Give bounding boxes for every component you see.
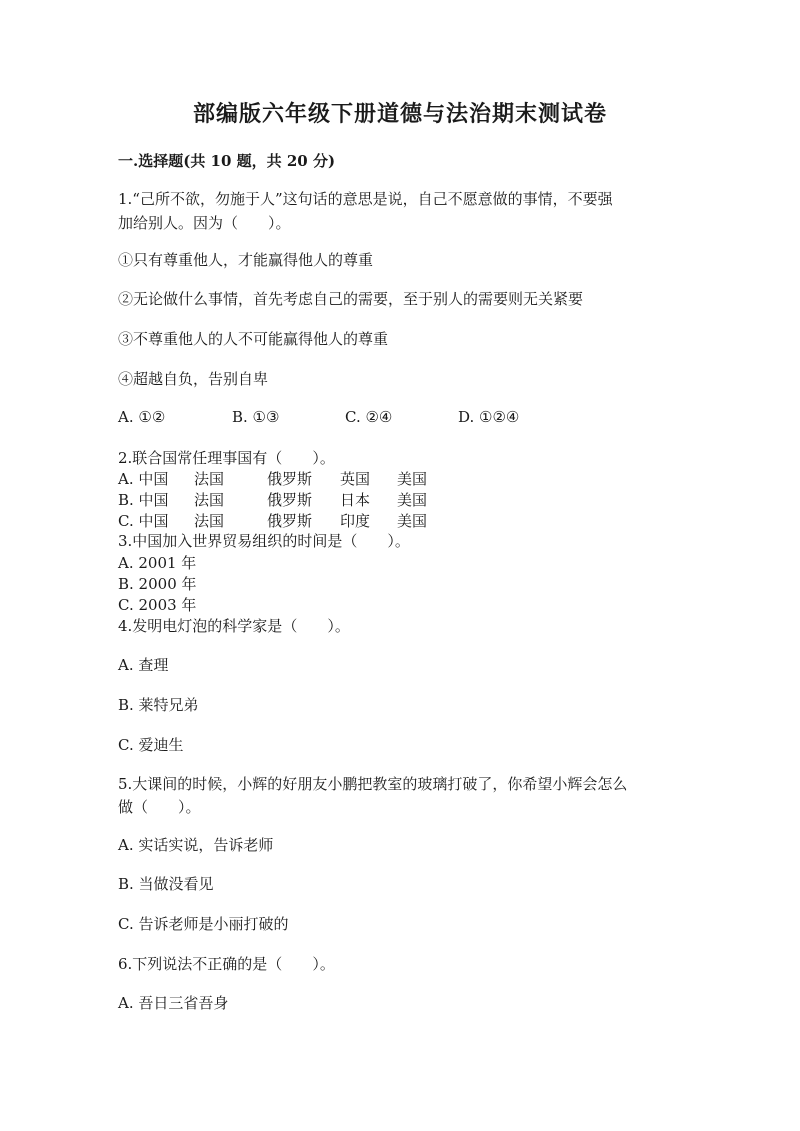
q2-cell: 俄罗斯 [267, 512, 313, 530]
q1-stem-line1: 1.“己所不欲，勿施于人”这句话的意思是说，自己不愿意做的事情，不要强 [118, 190, 613, 208]
q2-cell: 英国 [340, 470, 371, 488]
q3-option-b[interactable]: B. 2000 年 [118, 575, 197, 593]
q5-option-a[interactable]: A. 实话实说，告诉老师 [118, 836, 274, 854]
q3-option-c[interactable]: C. 2003 年 [118, 596, 197, 614]
q5-stem-line1: 5.大课间的时候，小辉的好朋友小鹏把教室的玻璃打破了，你希望小辉会怎么 [118, 775, 628, 793]
q1-stem-line2: 加给别人。因为（ ）。 [118, 214, 291, 232]
q2-cell: C. 中国 [118, 512, 169, 530]
q2-cell: 法国 [194, 512, 225, 530]
q5-stem-line2: 做（ ）。 [118, 798, 201, 816]
q6-option-a[interactable]: A. 吾日三省吾身 [118, 994, 229, 1012]
q1-option-b[interactable]: B. ①③ [232, 408, 280, 426]
section-heading: 一.选择题(共 10 题，共 20 分) [118, 152, 336, 170]
q6-stem: 6.下列说法不正确的是（ ）。 [118, 955, 335, 973]
q2-cell: 日本 [340, 491, 371, 509]
q2-cell: 印度 [340, 512, 371, 530]
q2-cell: 美国 [397, 470, 428, 488]
q4-option-b[interactable]: B. 莱特兄弟 [118, 696, 199, 714]
q2-cell: 法国 [194, 470, 225, 488]
q4-stem: 4.发明电灯泡的科学家是（ ）。 [118, 617, 350, 635]
q2-stem: 2.联合国常任理事国有（ ）。 [118, 449, 335, 467]
q4-option-a[interactable]: A. 查理 [118, 656, 169, 674]
q1-item: ②无论做什么事情，首先考虑自己的需要，至于别人的需要则无关紧要 [118, 290, 584, 308]
q2-cell: A. 中国 [118, 470, 169, 488]
q1-option-a[interactable]: A. ①② [118, 408, 166, 426]
q4-option-c[interactable]: C. 爱迪生 [118, 736, 184, 754]
q2-cell: 美国 [397, 512, 428, 530]
q1-item: ④超越自负，告别自卑 [118, 370, 269, 388]
q3-stem: 3.中国加入世界贸易组织的时间是（ ）。 [118, 532, 410, 550]
q1-item: ③不尊重他人的人不可能赢得他人的尊重 [118, 330, 389, 348]
q2-cell: 法国 [194, 491, 225, 509]
q2-cell: 俄罗斯 [267, 470, 313, 488]
q1-item: ①只有尊重他人，才能赢得他人的尊重 [118, 251, 374, 269]
q2-cell: B. 中国 [118, 491, 169, 509]
q5-option-b[interactable]: B. 当做没看见 [118, 875, 214, 893]
q3-option-a[interactable]: A. 2001 年 [118, 554, 197, 572]
q2-cell: 俄罗斯 [267, 491, 313, 509]
q2-cell: 美国 [397, 491, 428, 509]
page-title: 部编版六年级下册道德与法治期末测试卷 [192, 101, 607, 127]
q1-option-c[interactable]: C. ②④ [345, 408, 393, 426]
q1-option-d[interactable]: D. ①②④ [458, 408, 520, 426]
q5-option-c[interactable]: C. 告诉老师是小丽打破的 [118, 915, 289, 933]
